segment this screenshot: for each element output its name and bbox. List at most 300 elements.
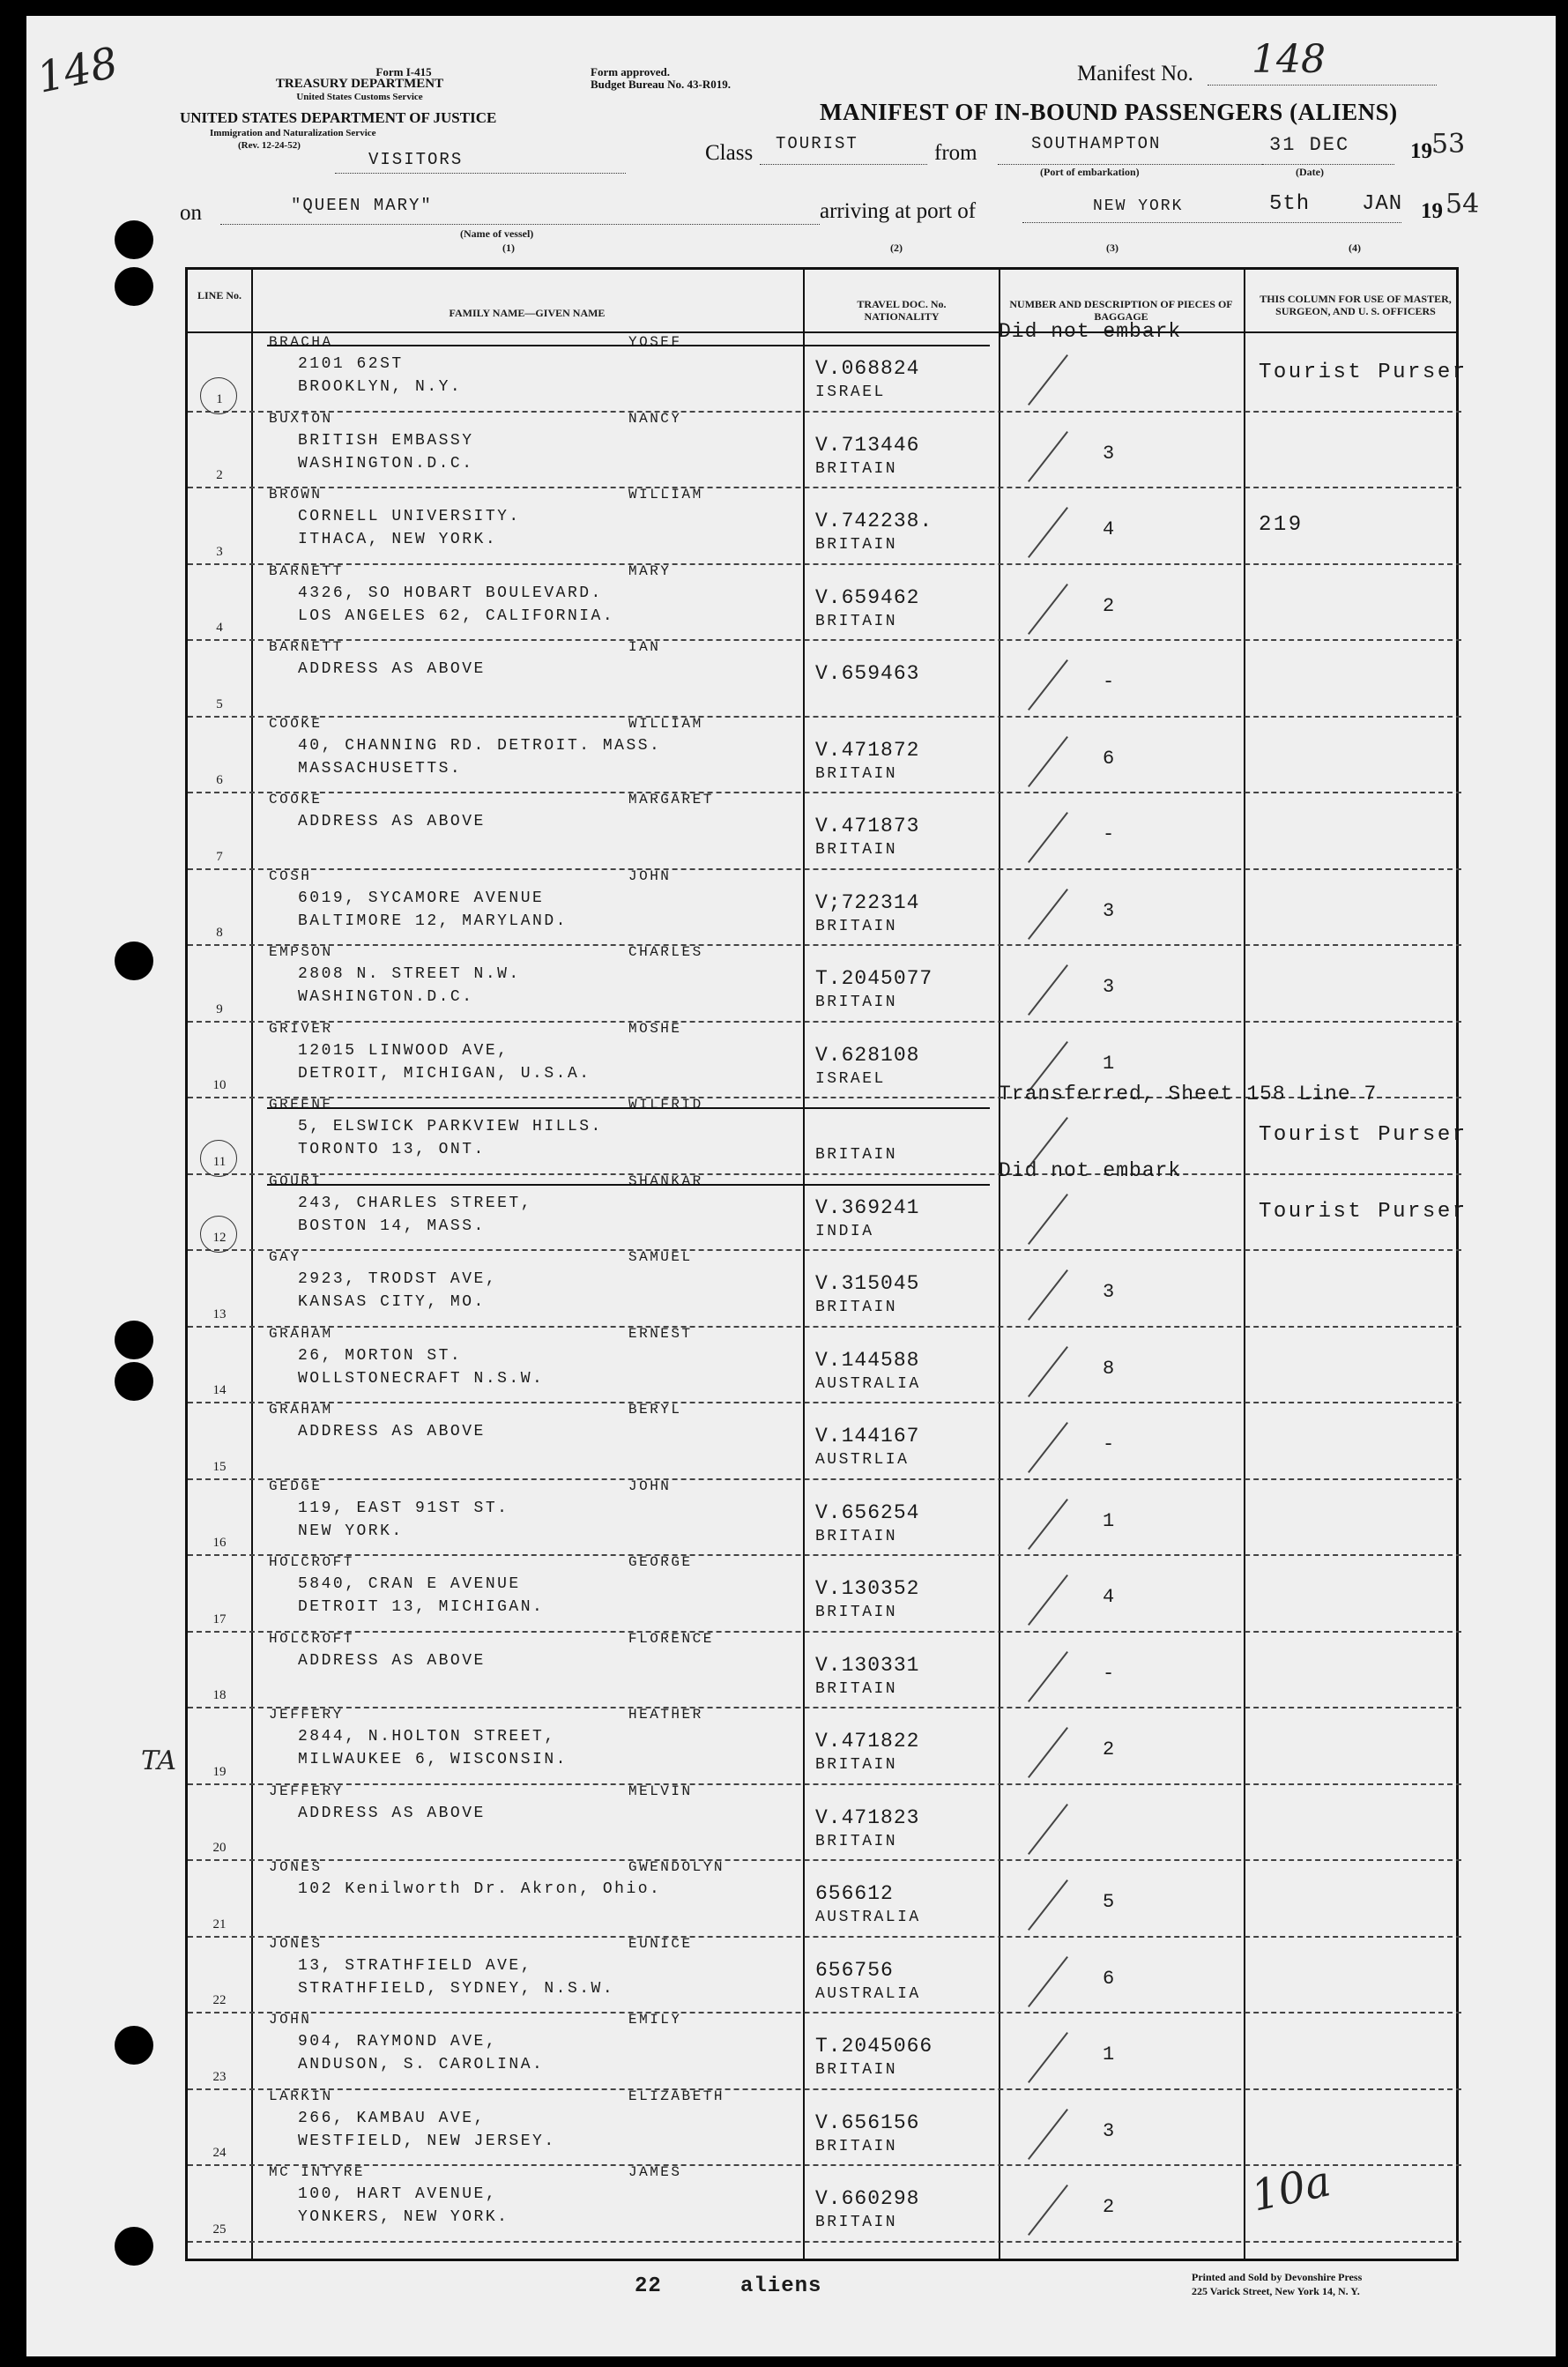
table-row: [188, 320, 1468, 413]
status-note: Transferred, Sheet 158 Line 7: [999, 1083, 1378, 1105]
baggage-count: 4: [1103, 518, 1117, 540]
punch-hole: [115, 267, 153, 306]
baggage-count: 6: [1103, 1967, 1117, 1990]
address-line1: 119, EAST 91ST ST.: [298, 1499, 509, 1517]
nationality: BRITAIN: [815, 2137, 898, 2155]
table-row: [188, 1861, 1461, 1938]
nationality: BRITAIN: [815, 1679, 898, 1698]
officer-remark: Tourist Purser: [1259, 361, 1468, 384]
check-mark: [1028, 812, 1068, 863]
family-name: GREENE: [269, 1097, 333, 1113]
family-name: JONES: [269, 1935, 323, 1952]
address-line1: ADDRESS AS ABOVE: [298, 1651, 486, 1670]
corner-handwritten-number: 148: [33, 38, 123, 103]
manifest-label: Manifest No.: [1077, 62, 1193, 86]
address-line2: WESTFIELD, NEW JERSEY.: [298, 2132, 556, 2150]
manifest-table: [185, 267, 1468, 2261]
baggage-count: 2: [1103, 594, 1117, 617]
address-line2: WASHINGTON.D.C.: [298, 454, 474, 473]
strikethrough: [267, 1107, 990, 1109]
baggage-count: -: [1103, 671, 1117, 693]
address-line1: 2101 62ST: [298, 355, 404, 373]
nationality: AUSTRLIA: [815, 1451, 910, 1469]
baggage-count: 2: [1103, 2196, 1117, 2218]
travel-doc-number: V.471823: [815, 1805, 920, 1829]
visitors-line: [335, 173, 626, 174]
given-name: EMILY: [628, 2012, 682, 2028]
travel-doc-number: V.068824: [815, 357, 920, 380]
family-name: JEFFERY: [269, 1707, 344, 1723]
line-number-circle: [200, 1216, 237, 1253]
row-separator: [188, 2241, 1461, 2243]
family-name: GOURI: [269, 1172, 323, 1189]
table-row: [188, 2090, 1461, 2167]
col2-ref: (2): [890, 242, 903, 254]
family-name: JOHN: [269, 2012, 312, 2028]
arrival-line: [1022, 222, 1401, 223]
handwritten-code: 10a: [1247, 2156, 1335, 2222]
check-mark: [1028, 2109, 1068, 2160]
page-title: MANIFEST OF IN-BOUND PASSENGERS (ALIENS): [820, 99, 1398, 125]
nationality: ISRAEL: [815, 1069, 886, 1088]
table-row: [188, 1480, 1461, 1557]
baggage-count: 5: [1103, 1891, 1117, 1913]
from-line: [998, 164, 1262, 165]
address-line2: WOLLSTONECRAFT N.S.W.: [298, 1369, 545, 1388]
line-number: 7: [216, 849, 223, 864]
check-mark: [1028, 431, 1068, 482]
family-name: BROWN: [269, 487, 323, 502]
check-mark: [1028, 889, 1068, 940]
on-label: on: [180, 201, 202, 225]
address-line1: ADDRESS AS ABOVE: [298, 1804, 486, 1822]
table-row: [188, 1556, 1461, 1633]
baggage-count: 3: [1103, 2119, 1117, 2142]
address-line2: KANSAS CITY, MO.: [298, 1293, 486, 1311]
printer-line1: Printed and Sold by Devonshire Press: [1192, 2271, 1363, 2283]
address-line2: YONKERS, NEW YORK.: [298, 2208, 509, 2226]
col-header-doc: TRAVEL DOC. No. NATIONALITY: [857, 298, 947, 323]
line-number: 18: [212, 1688, 227, 1702]
address-line2: BOSTON 14, MASS.: [298, 1217, 486, 1235]
line-number: 5: [216, 696, 223, 711]
form-approved: Form approved.: [591, 65, 671, 78]
address-line1: 904, RAYMOND AVE,: [298, 2033, 498, 2051]
table-row: [188, 1935, 1461, 2014]
budget-bureau: Budget Bureau No. 43-R019.: [591, 78, 732, 91]
treasury-dept: TREASURY DEPARTMENT: [275, 77, 444, 91]
nationality: BRITAIN: [815, 1756, 898, 1774]
punch-hole: [115, 2026, 153, 2065]
address-line1: 13, STRATHFIELD AVE,: [298, 1956, 533, 1975]
family-name: BUXTON: [269, 410, 333, 427]
given-name: WILLIAM: [628, 715, 703, 732]
family-name: BARNETT: [269, 562, 344, 579]
embark-year: 53: [1431, 129, 1466, 160]
travel-doc-number: V.628108: [815, 1043, 920, 1067]
family-name: JEFFERY: [269, 1783, 344, 1799]
family-name: GEDGE: [269, 1478, 323, 1494]
officer-remark: Tourist Purser: [1259, 1123, 1468, 1147]
check-mark: [1028, 584, 1068, 635]
check-mark: [1028, 964, 1068, 1016]
address-line2: ANDUSON, S. CAROLINA.: [298, 2056, 545, 2073]
travel-doc-number: V.471822: [815, 1730, 920, 1753]
check-mark: [1028, 736, 1068, 787]
line-number: 11: [212, 1154, 227, 1169]
check-mark: [1028, 1346, 1068, 1397]
nationality: BRITAIN: [815, 841, 898, 859]
class-label: Class: [705, 141, 754, 165]
line-number: 6: [216, 773, 223, 787]
travel-doc-number: V.659463: [815, 662, 920, 685]
travel-doc-number: T.2045077: [815, 967, 933, 990]
check-mark: [1028, 2032, 1068, 2083]
travel-doc-number: V.742238.: [815, 510, 933, 532]
arrival-month: JAN: [1362, 192, 1403, 216]
nationality: BRITAIN: [815, 459, 898, 478]
check-mark: [1028, 1574, 1068, 1626]
col-header-officers: THIS COLUMN FOR USE OF MASTER, SURGEON, AND U. S. OFFICERS: [1260, 293, 1452, 317]
address-line1: 4326, SO HOBART BOULEVARD.: [298, 584, 603, 602]
line-number: 8: [216, 926, 223, 940]
col-header-name: FAMILY NAME—GIVEN NAME: [449, 307, 606, 319]
travel-doc-number: V.660298: [815, 2187, 920, 2210]
given-name: GEORGE: [628, 1554, 693, 1570]
address-line1: CORNELL UNIVERSITY.: [298, 508, 521, 525]
given-name: BERYL: [628, 1402, 682, 1418]
table-row: [188, 867, 1461, 947]
given-name: WILLIAM: [628, 487, 703, 502]
baggage-count: -: [1103, 1433, 1117, 1455]
status-note: Did not embark: [999, 1158, 1182, 1182]
family-name: JONES: [269, 1859, 323, 1875]
address-line1: 12015 LINWOOD AVE,: [298, 1041, 509, 1060]
embarkation-port: SOUTHAMPTON: [1031, 134, 1162, 153]
given-name: MELVIN: [628, 1783, 693, 1799]
nationality: AUSTRALIA: [815, 1909, 921, 1926]
family-name: COOKE: [269, 715, 323, 732]
given-name: NANCY: [628, 410, 682, 427]
header-rule: [188, 331, 1456, 333]
family-name: LARKIN: [269, 2088, 333, 2104]
nationality: AUSTRALIA: [815, 1984, 921, 2003]
punch-hole: [115, 1362, 153, 1401]
baggage-count: 3: [1103, 976, 1117, 998]
check-mark: [1028, 1956, 1068, 2007]
address-line1: 266, KAMBAU AVE,: [298, 2109, 486, 2127]
table-row: [188, 2013, 1461, 2090]
nationality: INDIA: [815, 1222, 874, 1240]
col-header-line: LINE No.: [197, 289, 242, 301]
officer-remark: 219: [1259, 513, 1304, 537]
line-number: 14: [212, 1383, 227, 1397]
address-line1: 40, CHANNING RD. DETROIT. MASS.: [298, 736, 662, 755]
travel-doc-number: V.471873: [815, 815, 920, 837]
check-mark: [1028, 659, 1068, 711]
baggage-count: 6: [1103, 747, 1117, 770]
customs-service: United States Customs Service: [296, 92, 423, 102]
travel-doc-number: V.315045: [815, 1272, 920, 1295]
address-line1: 2808 N. STREET N.W.: [298, 965, 521, 983]
address-line1: 26, MORTON ST.: [298, 1346, 463, 1365]
address-line2: TORONTO 13, ONT.: [298, 1141, 486, 1158]
arrival-year: 54: [1445, 189, 1480, 220]
line-number: 12: [212, 1231, 227, 1245]
given-name: ELIZABETH: [628, 2088, 725, 2104]
line-number: 22: [212, 1993, 227, 2007]
address-line1: 2844, N.HOLTON STREET,: [298, 1728, 556, 1745]
baggage-count: 1: [1103, 2043, 1117, 2066]
check-mark: [1028, 1651, 1068, 1702]
given-name: CHARLES: [628, 944, 703, 960]
vessel-caption: (Name of vessel): [460, 227, 534, 240]
address-line1: ADDRESS AS ABOVE: [298, 813, 486, 830]
family-name: GAY: [269, 1249, 301, 1265]
check-mark: [1028, 2185, 1068, 2236]
vessel-name: "QUEEN MARY": [291, 196, 433, 215]
line-number: 25: [212, 2222, 227, 2237]
address-line1: BRITISH EMBASSY: [298, 431, 474, 450]
port-caption: (Port of embarkation): [1040, 166, 1140, 178]
manifest-no-line: [1208, 85, 1437, 86]
check-mark: [1028, 1422, 1068, 1473]
justice-dept: UNITED STATES DEPARTMENT OF JUSTICE: [180, 109, 497, 126]
address-line1: 243, CHARLES STREET,: [298, 1194, 533, 1212]
punch-hole: [115, 2227, 153, 2266]
travel-doc-number: V.471872: [815, 738, 920, 762]
address-line2: DETROIT, MICHIGAN, U.S.A.: [298, 1064, 591, 1083]
address-line2: MILWAUKEE 6, WISCONSIN.: [298, 1751, 568, 1768]
travel-doc-number: 656756: [815, 1958, 894, 1982]
travel-doc-number: 656612: [815, 1882, 894, 1905]
nationality: BRITAIN: [815, 2214, 898, 2231]
address-line2: BROOKLYN, N.Y.: [298, 378, 463, 396]
nationality: BRITAIN: [815, 536, 898, 554]
baggage-count: 3: [1103, 1281, 1117, 1303]
check-mark: [1028, 354, 1068, 406]
baggage-count: 2: [1103, 1738, 1117, 1760]
table-row: [188, 1785, 1461, 1862]
travel-doc-number: V.713446: [815, 433, 920, 457]
table-row: [188, 793, 1461, 870]
aliens-label: aliens: [740, 2274, 822, 2298]
embark-date: 31 DEC: [1269, 134, 1350, 156]
given-name: YOSEF: [628, 334, 682, 350]
address-line2: WASHINGTON.D.C.: [298, 988, 474, 1006]
nationality: BRITAIN: [815, 1146, 898, 1164]
ins-name: Immigration and Naturalization Service: [210, 128, 376, 138]
address-line2: LOS ANGELES 62, CALIFORNIA.: [298, 607, 615, 625]
address-line2: MASSACHUSETTS.: [298, 759, 463, 778]
address-line2: NEW YORK.: [298, 1522, 404, 1540]
table-row: [188, 1403, 1461, 1480]
travel-doc-number: V.130331: [815, 1653, 920, 1677]
given-name: HEATHER: [628, 1707, 703, 1723]
table-row: [188, 562, 1461, 642]
address-line1: 5, ELSWICK PARKVIEW HILLS.: [298, 1118, 603, 1135]
vessel-line: [220, 224, 820, 225]
family-name: MC INTYRE: [269, 2164, 365, 2180]
line-number: 19: [212, 1764, 227, 1779]
punch-hole: [115, 942, 153, 980]
arrival-day: 5th: [1269, 192, 1311, 216]
travel-doc-number: T.2045066: [815, 2035, 933, 2058]
visitors-label: VISITORS: [368, 150, 464, 169]
address-line1: 5840, CRAN E AVENUE: [298, 1575, 521, 1593]
given-name: SAMUEL: [628, 1249, 693, 1265]
given-name: MARY: [628, 562, 672, 579]
line-number: 21: [212, 1917, 227, 1932]
address-line1: ADDRESS AS ABOVE: [298, 1423, 486, 1440]
given-name: IAN: [628, 639, 661, 655]
travel-doc-number: V.144588: [815, 1348, 920, 1372]
alien-count: 22: [635, 2274, 662, 2298]
arrival-year-prefix: 19: [1421, 199, 1443, 223]
travel-doc-number: V.656156: [815, 2110, 920, 2134]
table-row: [188, 641, 1461, 718]
given-name: SHANKAR: [628, 1172, 703, 1189]
baggage-count: 8: [1103, 1357, 1117, 1380]
baggage-count: 4: [1103, 1586, 1117, 1608]
table-row: [188, 1630, 1461, 1709]
line-number: 3: [216, 544, 223, 559]
table-row: [188, 715, 1461, 794]
officer-remark: Tourist Purser: [1259, 1199, 1468, 1224]
check-mark: [1028, 1879, 1068, 1931]
baggage-count: 3: [1103, 442, 1117, 465]
table-row: [188, 946, 1461, 1023]
printer-line2: 225 Varick Street, New York 14, N. Y.: [1192, 2285, 1360, 2297]
nationality: BRITAIN: [815, 1832, 898, 1850]
given-name: MOSHE: [628, 1020, 682, 1037]
address-line2: DETROIT 13, MICHIGAN.: [298, 1598, 545, 1616]
arriving-label: arriving at port of: [820, 199, 977, 223]
family-name: EMPSON: [269, 944, 333, 960]
address-line1: 2923, TRODST AVE,: [298, 1270, 498, 1288]
line-number: 15: [212, 1459, 227, 1474]
given-name: ERNEST: [628, 1325, 693, 1342]
travel-doc-number: V.130352: [815, 1577, 920, 1600]
line-number: 1: [216, 391, 223, 406]
col-header-baggage: NUMBER AND DESCRIPTION OF PIECES OF BAGGAGE: [1009, 298, 1233, 323]
date-caption: (Date): [1296, 166, 1324, 178]
check-mark: [1028, 507, 1068, 558]
nationality: BRITAIN: [815, 1604, 898, 1621]
given-name: JOHN: [628, 867, 672, 884]
travel-doc-number: V;722314: [815, 890, 920, 914]
line-number: 16: [212, 1536, 227, 1550]
baggage-count: 1: [1103, 1052, 1117, 1075]
table-row: [188, 1325, 1461, 1404]
line-number-circle: [200, 1140, 237, 1177]
table-row: [188, 410, 1461, 489]
nationality: BRITAIN: [815, 1527, 898, 1545]
given-name: FLORENCE: [628, 1630, 714, 1647]
address-line1: ADDRESS AS ABOVE: [298, 660, 486, 678]
check-mark: [1028, 1194, 1068, 1245]
line-number: 20: [212, 1841, 227, 1855]
line-number: 10: [212, 1078, 227, 1092]
line-number: 24: [212, 2146, 227, 2160]
baggage-count: -: [1103, 823, 1117, 845]
address-line1: 6019, SYCAMORE AVENUE: [298, 889, 545, 907]
strikethrough: [267, 345, 990, 346]
family-name: BRACHA: [269, 334, 333, 350]
margin-note: TA: [141, 1745, 177, 1776]
family-name: HOLCROFT: [269, 1630, 354, 1647]
given-name: JOHN: [628, 1478, 672, 1494]
revision: (Rev. 12-24-52): [238, 140, 301, 151]
address-line2: STRATHFIELD, SYDNEY, N.S.W.: [298, 1979, 615, 1998]
given-name: WILFRID: [628, 1097, 703, 1113]
given-name: JAMES: [628, 2164, 682, 2180]
baggage-count: 1: [1103, 1509, 1117, 1532]
nationality: ISRAEL: [815, 383, 886, 401]
family-name: BARNETT: [269, 639, 344, 655]
from-label: from: [934, 141, 977, 165]
family-name: GRAHAM: [269, 1325, 333, 1342]
manifest-number: 148: [1252, 37, 1326, 82]
date-line: [1262, 164, 1394, 165]
nationality: BRITAIN: [815, 994, 898, 1011]
table-row: [188, 1251, 1461, 1328]
family-name: COOKE: [269, 792, 323, 808]
line-number: 9: [216, 1001, 223, 1016]
family-name: COSH: [269, 867, 312, 884]
check-mark: [1028, 1269, 1068, 1321]
line-number: 13: [212, 1306, 227, 1321]
table-row: [188, 488, 1461, 565]
check-mark: [1028, 1499, 1068, 1550]
family-name: HOLCROFT: [269, 1554, 354, 1570]
strikethrough: [267, 1184, 990, 1186]
given-name: MARGARET: [628, 792, 714, 808]
nationality: AUSTRALIA: [815, 1374, 921, 1393]
form-number: Form I-415: [375, 65, 432, 78]
line-number: 2: [216, 468, 223, 482]
given-name: GWENDOLYN: [628, 1859, 725, 1875]
address-line1: 100, HART AVENUE,: [298, 2185, 498, 2203]
nationality: BRITAIN: [815, 1299, 898, 1316]
class-line: [760, 164, 927, 165]
arrival-port: NEW YORK: [1093, 197, 1184, 215]
nationality: BRITAIN: [815, 764, 898, 783]
travel-doc-number: V.144167: [815, 1425, 920, 1448]
travel-doc-number: V.659462: [815, 585, 920, 609]
col4-ref: (4): [1349, 242, 1361, 254]
line-number: 4: [216, 621, 223, 635]
address-line2: ITHACA, NEW YORK.: [298, 531, 498, 548]
nationality: BRITAIN: [815, 2061, 898, 2079]
line-number: 17: [212, 1611, 227, 1626]
address-line1: 102 Kenilworth Dr. Akron, Ohio.: [298, 1880, 662, 1898]
baggage-count: -: [1103, 1662, 1117, 1685]
year-prefix: 19: [1410, 139, 1432, 163]
table-row: [188, 1708, 1461, 1785]
class-value: TOURIST: [776, 134, 858, 153]
given-name: EUNICE: [628, 1935, 693, 1952]
line-number: 23: [212, 2069, 227, 2084]
baggage-count: 3: [1103, 899, 1117, 922]
punch-hole: [115, 1321, 153, 1359]
nationality: BRITAIN: [815, 917, 898, 935]
family-name: GRAHAM: [269, 1402, 333, 1418]
punch-hole: [115, 220, 153, 259]
col3-ref: (3): [1106, 242, 1118, 254]
travel-doc-number: V.656254: [815, 1500, 920, 1524]
col1-ref: (1): [502, 242, 515, 254]
